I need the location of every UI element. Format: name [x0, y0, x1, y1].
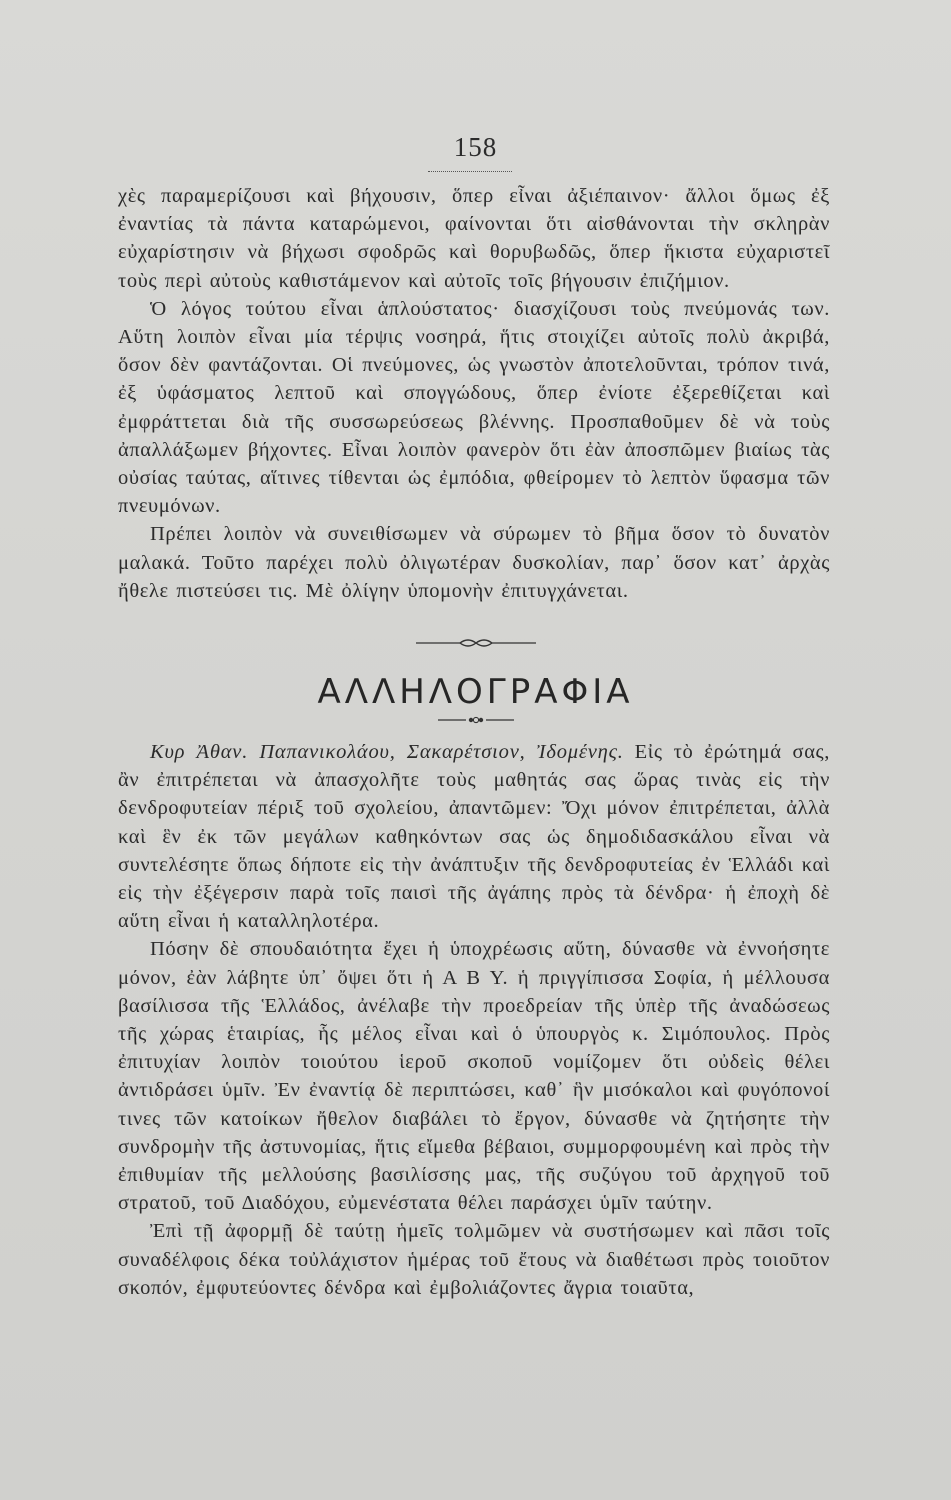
paragraph-3: Πρέπει λοιπὸν νὰ συνειθίσωμεν νὰ σύρωμεν τὸ βῆμα ὅσον τὸ δυνατὸν μαλακά. Τοῦτο παρέχει πολὺ ὀλιγωτέραν δυσκολίαν, παρ᾽ ὅσον κατ᾽ ἀρχὰς ἤθελε πιστεύσει τις. Μὲ ὀλίγην ὑπομονὴν ἐπιτυγχάνεται.: [118, 523, 830, 602]
underline-ornament-icon: [438, 714, 514, 726]
paragraph-2: Ὁ λόγος τούτου εἶναι ἁπλούστατος· διασχίζουσι τοὺς πνεύμονάς των. Αὕτη λοιπὸν εἶναι μία τέρψις νοσηρά, ἥτις στοιχίζει αὐτοῖς πολὺ ἀκριβά, ὅσον δὲν φαντάζονται. Οἱ πνεύμονες, ὡς γνωστὸν ἀποτελοῦνται, τρόπον τινά, ἐξ ὑφάσματος λεπτοῦ καὶ σπογγώδους, ὅπερ ἐνίοτε ἐξερεθίζεται καὶ ἐμφράττεται διὰ τῆς συσσωρεύσεως βλέννης. Προσπαθοῦμεν δὲ νὰ τοὺς ἀπαλλάξωμεν βήχοντες. Εἶναι λοιπὸν φανερὸν ὅτι ἐὰν ἀποσπῶμεν βιαίως τὰς οὐσίας ταύτας, αἵτινες τίθενται ὡς ἐμπόδια, φθείρομεν τὸ λεπτὸν ὕφασμα τῶν πνευμόνων.: [118, 297, 830, 518]
paragraph-6: Ἐπὶ τῇ ἀφορμῇ δὲ ταύτῃ ἡμεῖς τολμῶμεν νὰ συστήσωμεν καὶ πᾶσι τοῖς συναδέλφοις δέκα τοὐλάχιστον ἡμέρας τοῦ ἔτους νὰ διαθέτωσι πρὸς τοιοῦτον σκοπόν, ἐμφυτεύοντες δένδρα καὶ ἐμβολιάζοντες ἄγρια τοιαῦτα,: [118, 1220, 830, 1299]
addressee: Κυρ Ἀθαν. Παπανικολάου, Σακαρέτσιον, Ἰδομένης.: [150, 741, 624, 763]
page-number: 158: [453, 132, 498, 162]
correspondence-section: [118, 738, 830, 1302]
paragraph-5: Πόσην δὲ σπουδαιότητα ἔχει ἡ ὑποχρέωσις αὕτη, δύνασθε νὰ ἐννοήσητε μόνον, ἐὰν λάβητε ὑπ᾽ ὄψει ὅτι ἡ Α Β Υ. ἡ πριγγίπισσα Σοφία, ἡ μέλλουσα βασίλισσα τῆς Ἑλλάδος, ἀνέλαβε τὴν προεδρείαν τῆς ὑπὲρ τῆς ἀναδώσεως τῆς χώρας ἑταιρίας, ἧς μέλος εἶναι καὶ ὁ ὑπουργὸς κ. Σιμόπουλος. Πρὸς ἐπιτυχίαν λοιπὸν τοιούτου ἱεροῦ σκοποῦ νομίζομεν ὅτι οὐδεὶς θέλει ἀντιδράσει ὑμῖν. Ἐν ἐναντίᾳ δὲ περιπτώσει, καθ᾽ ἣν μισόκαλοι καὶ φυγόπονοί τινες τῶν κατοίκων ἤθελον διαβάλει τὸ ἔργον, δύνασθε νὰ ζητήσητε τὴν συνδρομὴν τῆς ἀστυνομίας, ἥτις εἴμεθα βέβαιοι, συμμορφουμένη καὶ πρὸς τὴν ἐπιθυμίαν τῆς μελλούσης βασιλίσσης μας, τῆς συζύγου τοῦ ἀρχηγοῦ τοῦ στρατοῦ, τοῦ Διαδόχου, εὐμενέστατα θέλει παράσχει ὑμῖν ταύτην.: [118, 938, 830, 1215]
section-heading: ΑΛΛΗΛΟΓΡΑΦΙΑ: [317, 672, 634, 712]
divider-ornament-icon: [416, 634, 536, 652]
correspondence-reply: [118, 738, 830, 935]
paragraph-1: χὲς παραμερίζουσι καὶ βήχουσιν, ὅπερ εἶναι ἀξιέπαινον· ἄλλοι ὅμως ἐξ ἐναντίας τὰ πάντα καταρώμενοι, φαίνονται ὅτι αἰσθάνονται τὴν σκληρὰν εὐχαρίστησιν νὰ βήχωσι σφοδρῶς καὶ θορυβωδῶς, ὅπερ ἥκιστα εὐχαριστεῖ τοὺς περὶ αὐτοὺς καθιστάμενον καὶ αὐτοῖς τοῖς βήγουσιν ἐπιζήμιον.: [118, 185, 830, 292]
page-number-rule: [428, 171, 512, 172]
section-divider-ornament: [0, 634, 951, 652]
article-continuation: [118, 182, 830, 605]
heading-underline-ornament: [0, 714, 951, 726]
reply-body: Εἰς τὸ ἐρώτημά σας, ἂν ἐπιτρέπεται νὰ ἀπασχολῆτε τοὺς μαθητάς σας ὥρας τινὰς εἰς τὴν δενδροφυτείαν πέριξ τοῦ σχολείου, ἀπαντῶμεν: Ὄχι μόνον ἐπιτρέπεται, ἀλλὰ καὶ ἓν ἐκ τῶν μεγάλων καθηκόντων σας ὡς δημοδιδασκάλου εἶναι νὰ συντελέσητε ὅπως δήποτε εἰς τὴν ἀνάπτυξιν τῆς δενδροφυτείας ἐν Ἑλλάδι καὶ εἰς τὴν ἐξέγερσιν παρὰ τοῖς παισὶ τῆς ἀγάπης πρὸς τὰ δένδρα· ἡ ἐποχὴ δὲ αὕτη εἶναι ἡ καταλληλοτέρα.: [118, 741, 830, 933]
